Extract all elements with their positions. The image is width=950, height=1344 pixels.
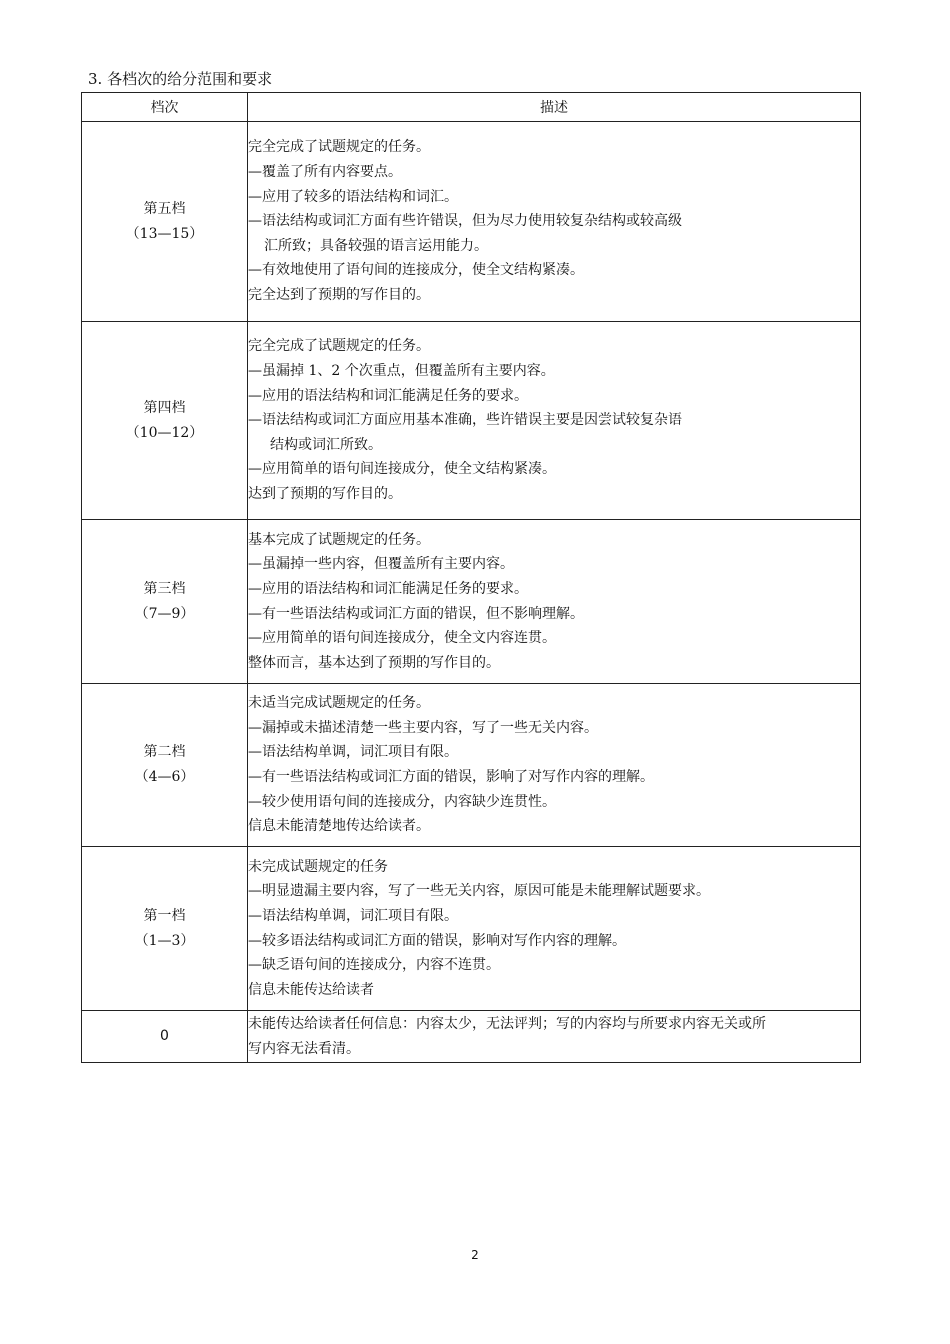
description-line: —应用的语法结构和词汇能满足任务的要求。	[248, 387, 528, 404]
description-line: 完全达到了预期的写作目的。	[248, 286, 430, 303]
scoring-rubric-table	[81, 92, 861, 1063]
description-line: —语法结构单调，词汇项目有限。	[248, 744, 458, 761]
description-line: —较少使用语句间的连接成分，内容缺少连贯性。	[248, 793, 556, 810]
description-line: —语法结构或词汇方面应用基本准确，些许错误主要是因尝试较复杂语	[248, 412, 682, 429]
grade-cell	[82, 684, 248, 847]
table-row	[82, 684, 861, 847]
grade-cell	[82, 122, 248, 322]
description-line: 基本完成了试题规定的任务。	[248, 531, 430, 548]
description-line: —明显遗漏主要内容，写了一些无关内容，原因可能是未能理解试题要求。	[248, 883, 710, 900]
table-row	[82, 520, 861, 684]
description-line: 信息未能传达给读者	[248, 981, 374, 998]
grade-range: （10—12）	[125, 424, 204, 441]
description-line: —较多语法结构或词汇方面的错误，影响对写作内容的理解。	[248, 932, 626, 949]
description-cell	[248, 684, 861, 847]
description-line: —虽漏掉一些内容，但覆盖所有主要内容。	[248, 556, 514, 573]
description-line: 信息未能清楚地传达给读者。	[248, 818, 430, 835]
description-cell	[248, 322, 861, 520]
description-line: 结构或词汇所致。	[270, 436, 382, 453]
description-line: —有效地使用了语句间的连接成分，使全文结构紧凑。	[248, 262, 584, 279]
description-line: 汇所致；具备较强的语言运用能力。	[264, 237, 488, 254]
table-row	[82, 1011, 861, 1063]
header-description: 描述	[248, 93, 861, 122]
description-line: —应用简单的语句间连接成分，使全文结构紧凑。	[248, 461, 556, 478]
page-number: 2	[471, 1248, 479, 1262]
grade-range: （1—3）	[134, 932, 195, 949]
description-line: 完全完成了试题规定的任务。	[248, 338, 430, 355]
header-grade: 档次	[82, 93, 248, 122]
table-row	[82, 322, 861, 520]
grade-cell	[82, 322, 248, 520]
description-line: —漏掉或未描述清楚一些主要内容，写了一些无关内容。	[248, 719, 598, 736]
description-line: 达到了预期的写作目的。	[248, 485, 402, 502]
grade-range: （13—15）	[125, 225, 204, 242]
section-title: 3. 各档次的给分范围和要求	[88, 70, 273, 88]
description-line: 完全完成了试题规定的任务。	[248, 139, 430, 156]
grade-label: 第四档	[143, 399, 186, 416]
description-line: 整体而言，基本达到了预期的写作目的。	[248, 654, 500, 671]
description-line: 未能传达给读者任何信息：内容太少，无法评判；写的内容均与所要求内容无关或所	[248, 1015, 766, 1032]
description-cell	[248, 520, 861, 684]
grade-cell	[82, 1011, 248, 1063]
table-row	[82, 847, 861, 1011]
description-line: 未适当完成试题规定的任务。	[248, 695, 430, 712]
description-cell	[248, 122, 861, 322]
description-line: 写内容无法看清。	[248, 1040, 360, 1057]
grade-label: 0	[160, 1028, 169, 1044]
description-line: —应用简单的语句间连接成分，使全文内容连贯。	[248, 630, 556, 647]
table-row	[82, 122, 861, 322]
description-line: —应用了较多的语法结构和词汇。	[248, 188, 458, 205]
grade-cell	[82, 520, 248, 684]
description-line: —虽漏掉 1、2 个次重点，但覆盖所有主要内容。	[248, 363, 555, 380]
grade-range: （7—9）	[134, 605, 195, 622]
grade-label: 第一档	[143, 907, 186, 924]
grade-label: 第三档	[143, 580, 186, 597]
description-line: —语法结构或词汇方面有些许错误，但为尽力使用较复杂结构或较高级	[248, 213, 682, 230]
description-line: 未完成试题规定的任务	[248, 858, 388, 875]
description-line: —缺乏语句间的连接成分，内容不连贯。	[248, 957, 500, 974]
grade-label: 第五档	[143, 200, 186, 217]
description-line: —语法结构单调，词汇项目有限。	[248, 907, 458, 924]
grade-label: 第二档	[143, 744, 186, 760]
description-cell	[248, 847, 861, 1011]
description-line: —覆盖了所有内容要点。	[248, 164, 402, 181]
grade-range: （4—6）	[134, 769, 195, 785]
description-cell	[248, 1011, 861, 1063]
description-line: —有一些语法结构或词汇方面的错误，影响了对写作内容的理解。	[248, 769, 654, 785]
description-line: —有一些语法结构或词汇方面的错误，但不影响理解。	[248, 605, 584, 622]
description-line: —应用的语法结构和词汇能满足任务的要求。	[248, 580, 528, 597]
table-header-row	[82, 93, 861, 122]
grade-cell	[82, 847, 248, 1011]
